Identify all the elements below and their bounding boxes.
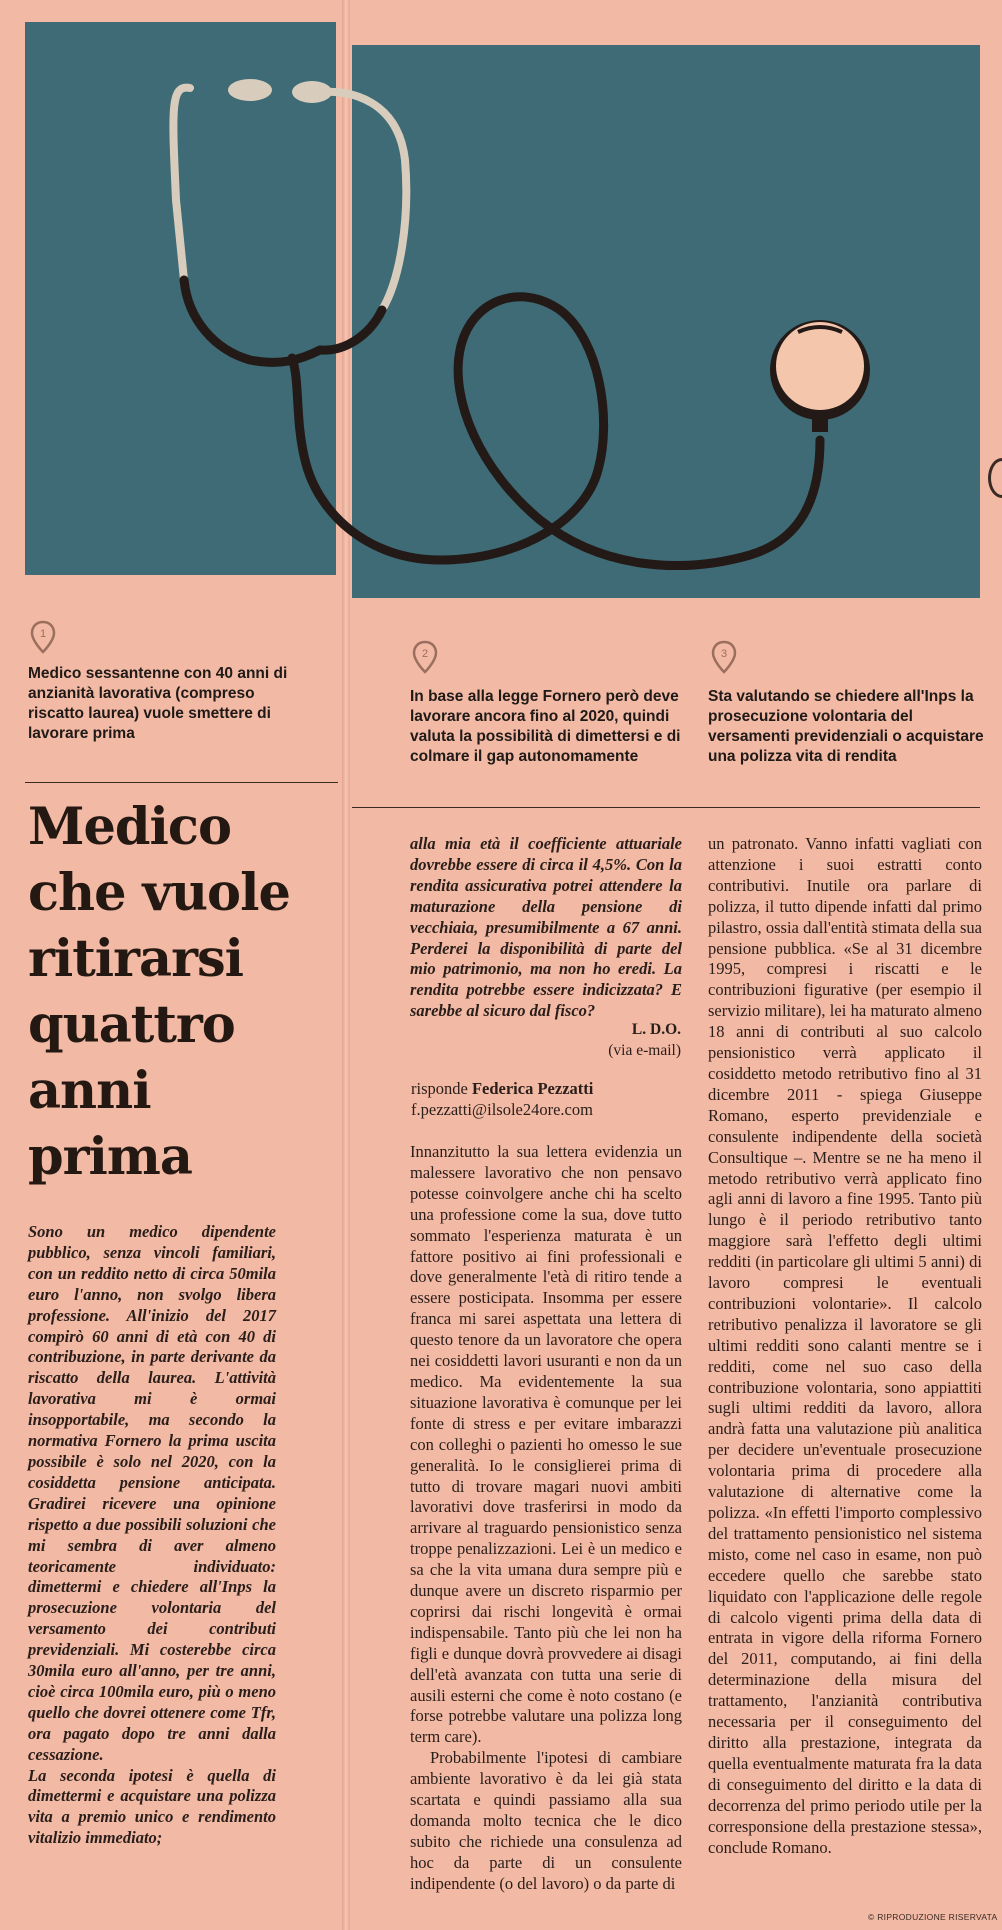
byline: [411, 1078, 681, 1120]
signature-via: (via e-mail): [608, 1042, 681, 1059]
reader-letter-column-1: [28, 1222, 276, 1849]
letter-paragraph: La seconda ipotesi è quella di dimettermi e acquistare una polizza vita a premio unico e rendimento vitalizio immediato;: [28, 1765, 276, 1848]
letter-paragraph: Sono un medico dipendente pubblico, senza vincoli familiari, con un reddito netto di circa 50mila euro l'anno, non svolgo libera professione. All'inizio del 2017 compirò 60 anni di età con 40 di contribuzione, in parte derivante da riscatto della laurea. L'attività lavorativa mi è ormai insopportabile, ma secondo la normativa Fornero la prima uscita possibile è solo nel 2020, con la cosiddetta pensione anticipata. Gradirei ricevere una opinione rispetto a due possibili soluzioni che mi sembra di aver almeno teoricamente individuato: dimettermi e chiedere all'Inps la prosecuzione volontaria del versamento dei contributi previdenziali. Mi costerebbe circa 30mila euro all'anno, per tre anni, cioè circa 100mila euro, più o meno quello che dovrei ottenere come Tfr, ora pagato dopo tre anni dalla cessazione.: [28, 1222, 276, 1764]
location-pin-icon: [30, 620, 56, 654]
answer-paragraph: Innanzitutto la sua lettera evidenzia un malessere lavorativo che non pensavo potesse coinvolgere anche chi ha scelto una professione come la sua, dove tutto sommato l'esperienza maturata è un fattore positivo ai fini professionali e dove generalmente l'età di ritiro tende a essere posticipata. Insomma per essere franca mi sarei aspettata una lettera di questo tenore da un lavoratore che opera nei cosiddetti lavori usuranti e non da un medico. Ma evidentemente la sua situazione lavorativa è comunque per lei fonte di stress e per evitare imbarazzi con colleghi o pazienti ho omesso le sue generalità. Io le consiglierei prima di tutto di trovare magari nuovi ambiti lavorativi dove trasferirsi in modo da arrivare al traguardo pensionistico senza troppe penalizzazioni. Lei è un medico e sa che la vita umana dura sempre più e dunque avere un discreto risparmio per coprirsi dai rischi longevità è ormai indispensabile. Tanto più che lei non ha figli e dunque dovrà provvedere ai disagi dell'età avanzata con tutta una serie di ausili esterni che come è noto costano (e forse potrebbe valutare una polizza long term care).: [410, 1142, 682, 1747]
stethoscope-illustration: [0, 0, 1002, 620]
step-number: 3: [720, 648, 728, 660]
reader-letter-column-2: [410, 834, 682, 1022]
step-number: 1: [39, 628, 47, 640]
letter-signature: [411, 1019, 681, 1061]
answer-column-2: [708, 834, 982, 1858]
answer-paragraph: Probabilmente l'ipotesi di cambiare ambiente lavorativo è da lei già stata scartata e quindi passiamo alla sua domanda molto tecnica che le dico subito che richiede una consulenza ad hoc da parte di un consulente indipendente (o del lavoro) o da parte di: [410, 1748, 682, 1893]
answer-paragraph: un patronato. Vanno infatti vagliati con attenzione i suoi estratti conto contributivi. Inutile ora parlare di polizza, il tutto dipende infatti dal primo pilastro, ossia dall'entità stimata della sua pensione pubblica. «Se al 31 dicembre 1995, compresi i riscatti e le contribuzioni figurative (per esempio il servizio militare), lei ha maturato almeno 18 anni di contributi al suo calcolo pensionistico verrà applicato il cosiddetto metodo retributivo fino al 31 dicembre 2011 - spiega Giuseppe Romano, esperto previdenziale e consulente indipendente della società Consultique –. Mentre se ne ha meno il metodo retributivo verrà applicato fino agli anni di lavoro a fine 1995. Tanto più lungo è il periodo retributivo tanto maggiore sarà l'effetto degli ultimi redditi (in particolare gli ultimi 5 anni) di lavoro compresi le eventuali contribuzioni volontarie». Il calcolo retributivo penalizza il lavoratore se gli ultimi redditi sono calanti mentre se i redditi, come nel suo caso della contribuzione volontaria, sono appiattiti sugli ultimi redditi da lavoro, allora andrà fatta una valutazione più analitica per decidere un'eventuale prosecuzione volontaria prima di procedere alla valutazione di alternative come la polizza. «In effetti l'importo complessivo del trattamento pensionistico nel sistema misto, come nel caso in esame, non può eccedere quello che sarebbe stato liquidato con l'applicazione delle regole di calcolo vigenti prima della data di entrata in vigore della riforma Fornero del 2011, computando, ai fini della determinazione della misura del trattamento, l'anzianità contributiva necessaria per il conseguimento del diritto alla prestazione, integrata da quella eventualmente maturata fra la data di conseguimento del diritto e la data di decorrenza del primo periodo utile per la corresponsione della prestazione stessa», conclude Romano.: [708, 834, 982, 1857]
signature-initials: L. D.O.: [631, 1021, 681, 1038]
divider-rule: [352, 807, 980, 808]
letter-paragraph: alla mia età il coefficiente attuariale dovrebbe essere di circa il 4,5%. Con la rendita assicurativa potrei attendere la maturazione della pensione di vecchiaia, presumibilmente a 67 anni. Perderei la disponibilità di parte del mio patrimonio, ma non ho eredi. La rendita potrebbe essere indicizzata? E sarebbe al sicuro dal fisco?: [410, 834, 682, 1021]
step-3-text: Sta valutando se chiedere all'Inps la prosecuzione volontaria del versamenti previdenziali o acquistare una polizza vita di rendita: [708, 688, 984, 765]
answer-column-1: [410, 1142, 682, 1895]
location-pin-icon: [412, 640, 438, 674]
author-email: f.pezzatti@ilsole24ore.com: [411, 1100, 593, 1119]
byline-prefix: risponde: [411, 1079, 472, 1098]
location-pin-icon: [711, 640, 737, 674]
step-2-text: In base alla legge Fornero però deve lavorare ancora fino al 2020, quindi valuta la possibilità di dimettersi e di colmare il gap autonomamente: [410, 688, 681, 765]
step-number: 2: [421, 648, 429, 660]
byline-author: Federica Pezzatti: [471, 1079, 594, 1098]
divider-rule: [25, 782, 338, 783]
step-1-text: Medico sessantenne con 40 anni di anzianità lavorativa (compreso riscatto laurea) vuole smettere di lavorare prima: [28, 665, 288, 742]
headline: Medico che vuole ritirarsi quattro anni prima: [28, 797, 290, 1187]
copyright-notice: © RIPRODUZIONE RISERVATA: [868, 1912, 998, 1922]
